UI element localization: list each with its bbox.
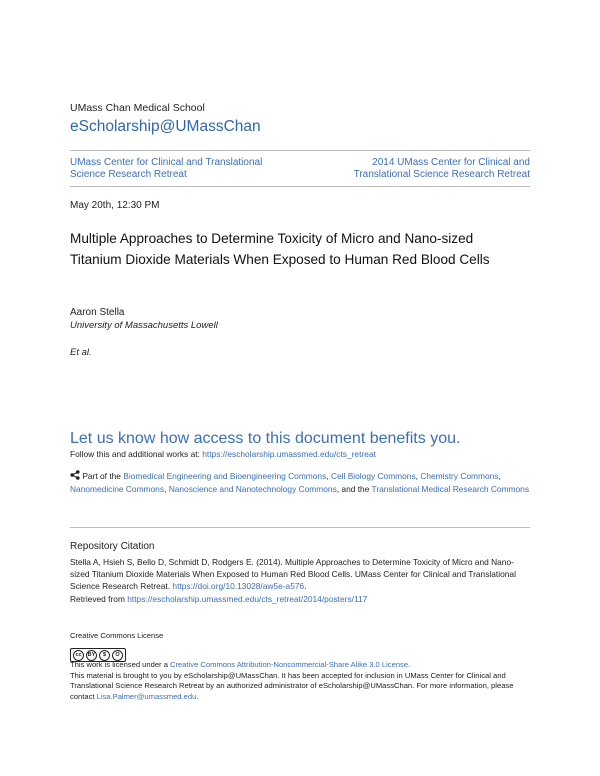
discipline-link[interactable]: Nanoscience and Nanotechnology Commons (168, 483, 337, 494)
discipline-link[interactable]: Nanomedicine Commons (70, 483, 165, 494)
separator: , and the (336, 483, 372, 494)
access-feedback-link[interactable]: Let us know how access to this document benefits you. (70, 430, 461, 447)
license-prefix: This work is licensed under a (70, 660, 171, 669)
separator: , (326, 471, 331, 481)
citation-body: Stella A, Hsieh S, Bello D, Schmidt D, Rodgers E. (2014). Multiple Approaches to Determine Toxicity of Micro and Nano-sized Titanium Dioxide Materials When Exposed to Human Red Blood Cells. UMass Center for Clinical and Translational Science Research Retreat. (70, 557, 516, 592)
contact-email-link[interactable]: Lisa.Palmer@umassmed.edu (96, 691, 197, 701)
divider (70, 186, 530, 187)
follow-prefix: Follow this and additional works at: (70, 449, 203, 459)
license-heading: Creative Commons License (70, 631, 164, 640)
license-body: This material is brought to you by eScholarship@UMassChan. It has been accepted for inclusion in UMass Center for Clinical and Translational Science Research Retreat by an authorized administrator of eScholarship@UMassChan. For more information, please contact (70, 670, 514, 701)
follow-link[interactable]: https://escholarship.umassmed.edu/cts_retreat (202, 449, 376, 459)
poster-date: May 20th, 12:30 PM (70, 200, 160, 211)
discipline-link[interactable]: Biomedical Engineering and Bioengineering Commons (123, 471, 327, 481)
attribution-icon: BY (86, 650, 97, 661)
period: . (304, 581, 307, 592)
discipline-link[interactable]: Chemistry Commons (420, 471, 499, 481)
retrieved-prefix: Retrieved from (70, 593, 128, 604)
discipline-link[interactable]: Translational Medical Research Commons (371, 483, 530, 494)
collection-link-left[interactable]: UMass Center for Clinical and Translational Science Research Retreat (70, 157, 263, 180)
divider (70, 150, 530, 151)
sharealike-icon: O (112, 650, 123, 661)
separator: , (415, 471, 421, 481)
collection-link-right[interactable]: 2014 UMass Center for Clinical and Translational Science Research Retreat (353, 157, 530, 180)
license-text (70, 660, 532, 702)
poster-title: Multiple Approaches to Determine Toxicity of Micro and Nano-sized Titanium Dioxide Materials When Exposed to Human Red Blood Cells (70, 231, 490, 267)
repository-link[interactable]: eScholarship@UMassChan (70, 118, 261, 135)
author-affiliation: University of Massachusetts Lowell (70, 320, 218, 331)
citation-text (70, 556, 532, 605)
divider (70, 527, 530, 528)
follow-line (70, 448, 530, 461)
separator: , (164, 483, 169, 494)
author-name: Aaron Stella (70, 307, 125, 318)
disciplines (70, 470, 532, 495)
period: . (196, 691, 199, 701)
doi-link[interactable]: https://doi.org/10.13028/aw5e-a576 (172, 581, 305, 592)
cc-icon: cc (73, 650, 84, 661)
et-al: Et al. (70, 347, 92, 358)
citation-heading: Repository Citation (70, 541, 155, 552)
license-link[interactable]: Creative Commons Attribution-Noncommercial-Share Alike 3.0 License (170, 660, 409, 669)
disciplines-prefix: Part of the (82, 471, 124, 481)
discipline-link[interactable]: Cell Biology Commons (330, 471, 416, 481)
institution-name: UMass Chan Medical School (70, 102, 205, 114)
separator: , (498, 471, 501, 481)
share-icon (70, 470, 80, 480)
retrieved-link[interactable]: https://escholarship.umassmed.edu/cts_retreat/2014/posters/117 (127, 593, 368, 604)
period: . (408, 660, 411, 669)
noncommercial-icon: $ (99, 650, 110, 661)
